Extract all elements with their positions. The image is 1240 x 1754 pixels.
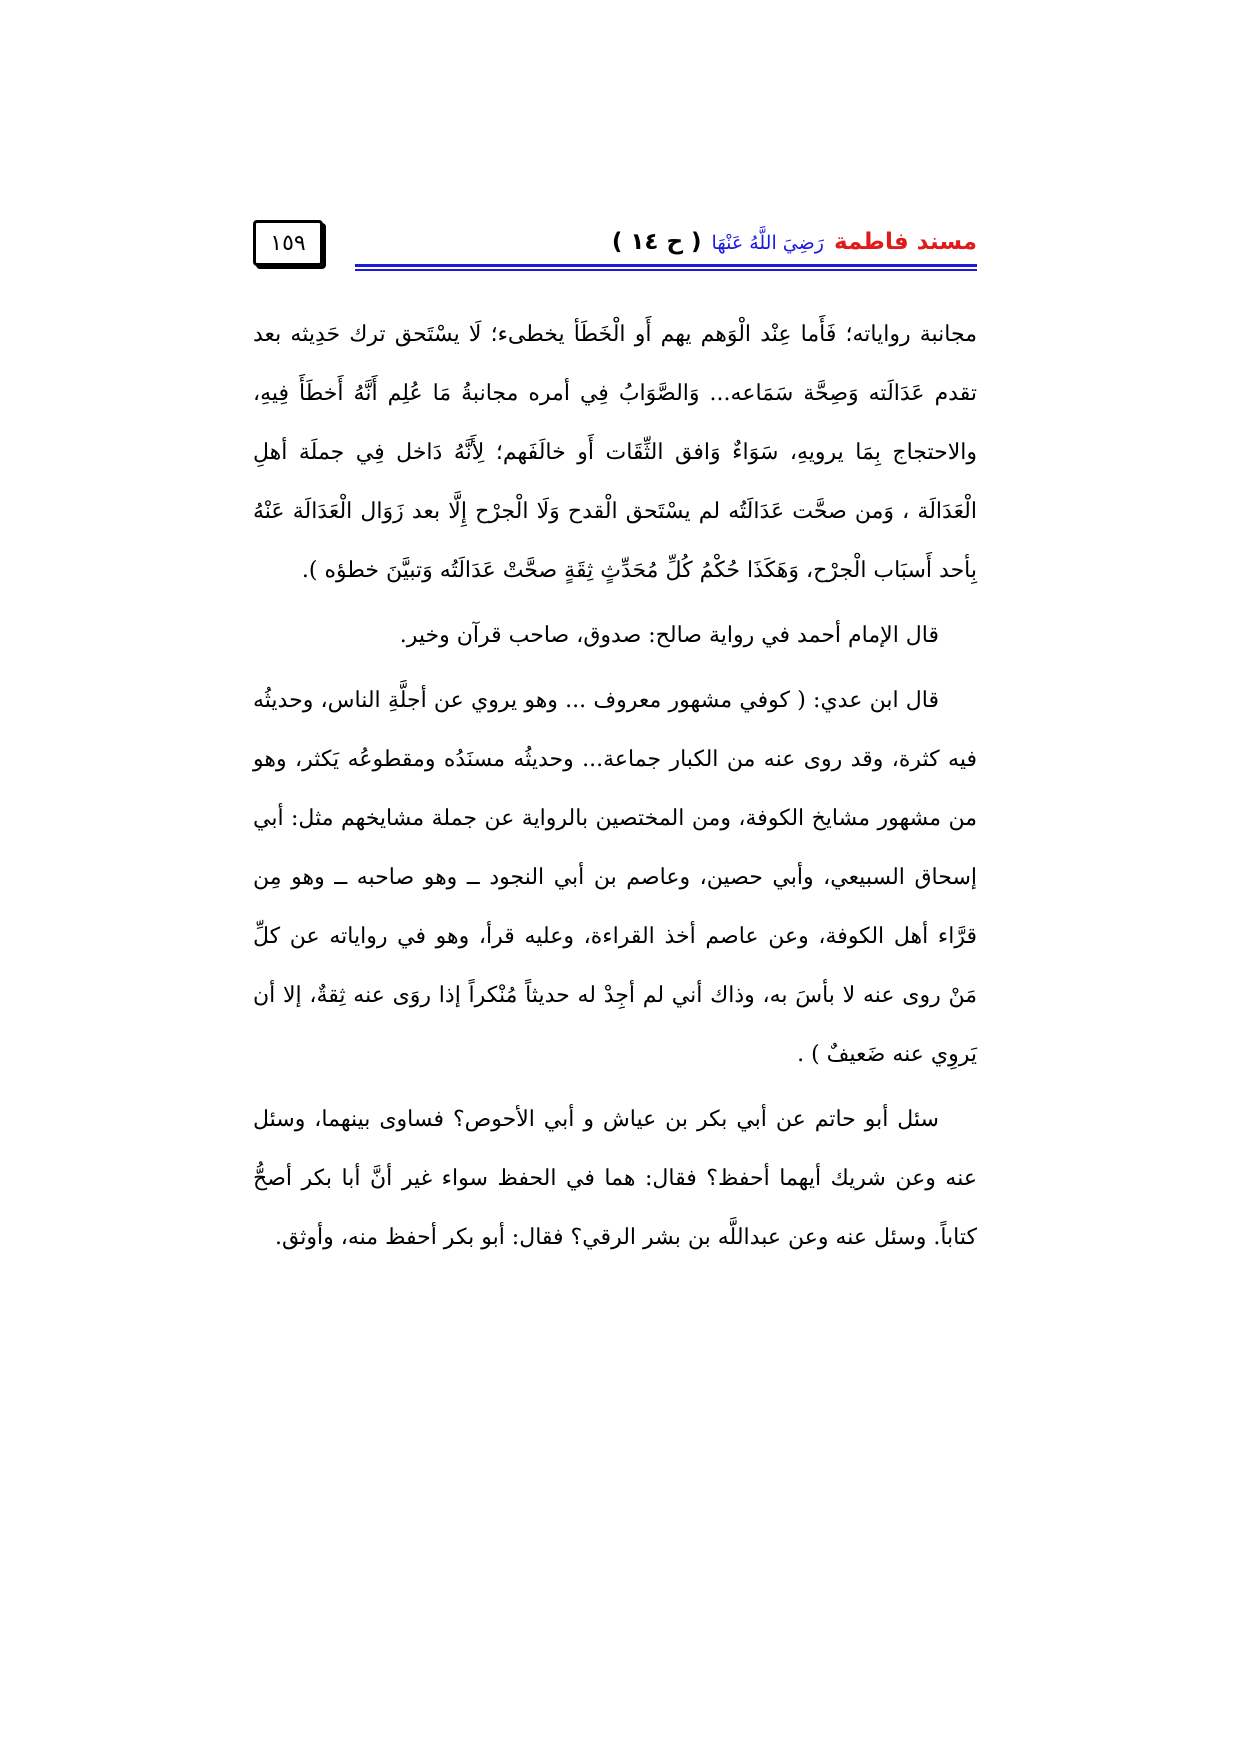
header-divider	[355, 269, 977, 271]
paragraph: قال الإمام أحمد في رواية صالح: صدوق، صاحب قرآن وخير.	[399, 623, 939, 648]
paragraph: مجانبة رواياته؛ فَأَما عِنْد الْوَهم يهم أَو الْخَطَأ يخطىء؛ لَا يسْتَحق ترك حَدِيثه بعد تقدم عَدَالَته وَصِحَّة سَمَاعه... وَالصَّوَابُ فِي أمره مجانبةُ مَا عُلِم أَنَّهُ أَخطَأَ فِيهِ، والاحتجاج بِمَا يرويهِ، سَوَاءٌ وَافق الثِّقَات أَو خالَفَهم؛ لِأَنَّهُ دَاخل فِي جملَة أهلِ الْعَدَالَة ، وَمن صحَّت عَدَالَتُه لم يسْتَحق الْقدح وَلَا الْجرْح إِلَّا بعد زَوَال الْعَدَالَة عَنْهُ بِأحد أَسبَاب الْجرْح، وَهَكَذَا حُكْمُ كُلِّ مُحَدِّثٍ ثِقَةٍ صحَّتْ عَدَالَتُه وَتبيَّنَ خطؤه ).	[253, 322, 977, 583]
paragraph: سئل أبو حاتم عن أبي بكر بن عياش و أبي الأحوص؟ فساوى بينهما، وسئل عنه وعن شريك أيهما أحفظ؟ فقال: هما في الحفظ سواء غير أنَّ أبا بكر أصحُّ كتاباً. وسئل عنه وعن عبداللَّه بن بشر الرقي؟ فقال: أبو بكر أحفظ منه، وأوثق.	[253, 1107, 977, 1250]
running-header	[355, 220, 977, 267]
paragraph: قال ابن عدي: ( كوفي مشهور معروف ... وهو يروي عن أجلَّةِ الناس، وحديثُه فيه كثرة، وقد روى عنه من الكبار جماعة... وحديثُه مسنَدُه ومقطوعُه يَكثر، وهو من مشهور مشايخ الكوفة، ومن المختصين بالرواية عن جملة مشايخهم مثل: أبي إسحاق السبيعي، وأبي حصين، وعاصم بن أبي النجود ــ وهو صاحبه ــ وهو مِن قرَّاء أهل الكوفة، وعن عاصم أخذ القراءة، وعليه قرأ، وهو في رواياته عن كلِّ مَنْ روى عنه لا بأسَ به، وذاك أني لم أجِدْ له حديثاً مُنْكراً إذا روَى عنه ثِقةٌ، إلا أن يَروِي عنه ضَعيفٌ ) .	[253, 688, 977, 1067]
header-honorific: رَضِيَ اللَّهُ عَنْهَا	[711, 232, 824, 254]
header-title: مسند فاطمة	[833, 229, 977, 255]
header-reference: ( ح ١٤ )	[611, 229, 702, 255]
body-text	[253, 305, 977, 1267]
page-number: ١٥٩	[253, 220, 323, 266]
